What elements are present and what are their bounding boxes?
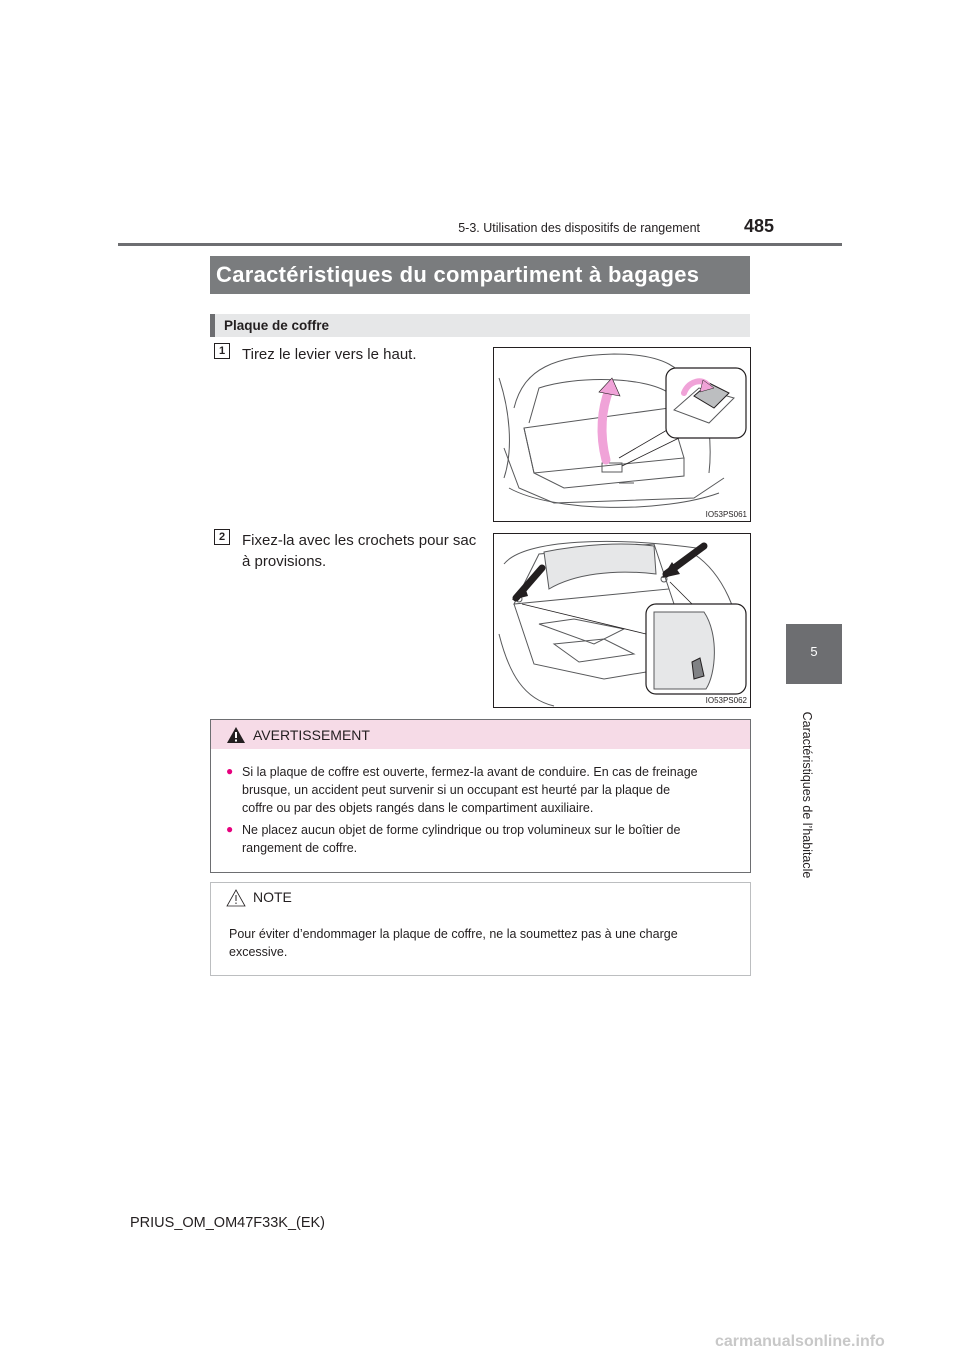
figure-1-code: IO53PS061 [705, 510, 747, 519]
step-2-text-line-1: Fixez-la avec les crochets pour sac [242, 532, 477, 549]
breadcrumb: 5-3. Utilisation des dispositifs de rangement [458, 221, 700, 235]
warning-title: AVERTISSEMENT [253, 727, 370, 743]
step-2-text-line-2: à provisions. [242, 553, 327, 570]
warning-bullet-1-line-1: Si la plaque de coffre est ouverte, fermez-la avant de conduire. En cas de freinage [242, 765, 698, 779]
chapter-label: Caractéristiques de l’habitacle [800, 711, 814, 879]
warning-bullet-1-line-3: coffre ou par des objets rangés dans le compartiment auxiliaire. [242, 801, 594, 815]
trunk-lever-illustration [494, 348, 750, 521]
subheading-accent [210, 314, 215, 337]
warning-bullet-2-line-2: rangement de coffre. [242, 841, 358, 855]
note-text-line-1: Pour éviter d’endommager la plaque de coffre, ne la soumettez pas à une charge [229, 927, 678, 941]
note-text [229, 925, 741, 961]
warning-icon [226, 726, 246, 744]
warning-bullet-1-line-2: brusque, un accident peut survenir si un occupant est heurté par la plaque de [242, 783, 671, 797]
note-caution-icon [226, 889, 246, 907]
bullet-icon: ● [226, 764, 234, 778]
note-title: NOTE [253, 889, 292, 905]
step-number-1: 1 [214, 343, 230, 359]
watermark: carmanualsonline.info [715, 1333, 885, 1350]
figure-2-code: IO53PS062 [705, 696, 747, 705]
warning-bullet-1 [242, 763, 742, 817]
warning-bullet-2 [242, 821, 742, 857]
header-rule [118, 243, 842, 246]
section-title: Caractéristiques du compartiment à bagages [216, 262, 700, 287]
figure-2 [493, 533, 751, 708]
bullet-icon: ● [226, 822, 234, 836]
subheading: Plaque de coffre [224, 318, 330, 333]
page-number: 485 [743, 216, 774, 236]
step-number-2: 2 [214, 529, 230, 545]
shopping-hook-illustration [494, 534, 750, 707]
chapter-number: 5 [810, 644, 818, 659]
warning-bullet-2-line-1: Ne placez aucun objet de forme cylindrique ou trop volumineux sur le boîtier de [242, 823, 681, 837]
model-code: PRIUS_OM_OM47F33K_(EK) [130, 1215, 326, 1231]
step-1-text: Tirez le levier vers le haut. [242, 346, 417, 363]
note-text-line-2: excessive. [229, 945, 288, 959]
figure-1 [493, 347, 751, 522]
